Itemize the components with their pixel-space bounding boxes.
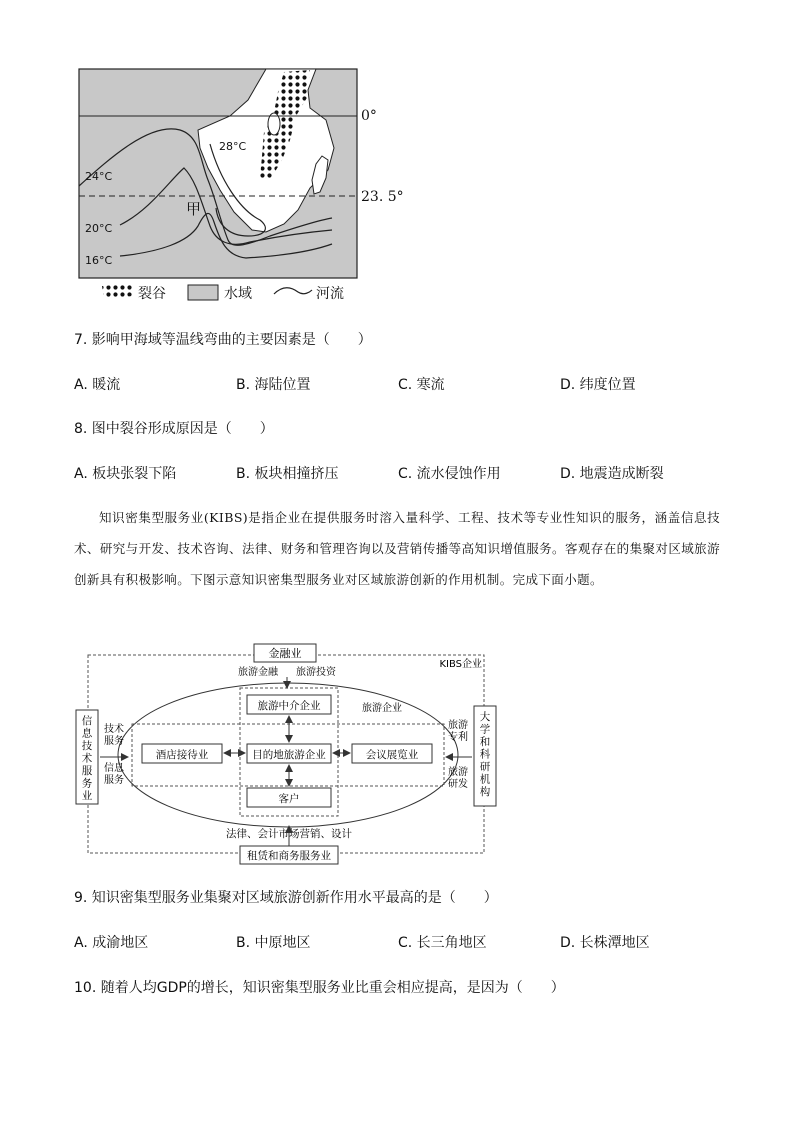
finance-label: 金融业 — [268, 647, 302, 660]
tech-service-2: 服务 — [104, 736, 124, 747]
tourism-firms-label: 旅游企业 — [362, 703, 402, 714]
leasing-label: 租赁和商务服务业 — [247, 850, 331, 862]
q9-option-b[interactable]: B. 中原地区 — [236, 935, 311, 951]
reading-passage: 知识密集型服务业(KIBS)是指企业在提供服务时溶入量科学、工程、技术等专业性知识的服务，涵盖信息技术、研究与开发、技术咨询、法律、财务和管理咨询以及营销传播等高知识增值服务。客观存在的集聚对区域旅游创新具有积极影响。下图示意知识密集型服务业对区域旅游创新的作用机制。完成下面小题。 — [74, 510, 720, 587]
university-chars — [480, 710, 491, 798]
q8-option-c[interactable]: C. 流水侵蚀作用 — [398, 466, 501, 482]
patent-1: 旅游 — [448, 720, 468, 731]
legend-water-label: 水域 — [224, 286, 252, 302]
info-service-2: 服务 — [104, 775, 124, 786]
q7-option-d[interactable]: D. 纬度位置 — [560, 377, 636, 393]
q8-option-d[interactable]: D. 地震造成断裂 — [560, 466, 664, 482]
it-services-chars — [82, 714, 93, 802]
q9-option-a[interactable]: A. 成渝地区 — [74, 935, 149, 951]
q8-option-a[interactable]: A. 板块张裂下陷 — [74, 466, 177, 482]
iso-label-24: 24°C — [85, 170, 113, 183]
patent-2: 专利 — [448, 732, 468, 743]
question-10-stem: 10. 随着人均GDP的增长，知识密集型服务业比重会相应提高，是因为（ ） — [74, 980, 565, 996]
convention-label: 会议展览业 — [365, 749, 419, 761]
destination-label: 目的地旅游企业 — [252, 749, 326, 761]
iso-label-20: 20°C — [85, 222, 113, 235]
kibs-mechanism-diagram — [70, 640, 500, 868]
tourism-invest-label: 旅游投资 — [296, 667, 336, 678]
q9-option-d[interactable]: D. 长株潭地区 — [560, 935, 650, 951]
customer-label: 客户 — [278, 793, 300, 805]
iso-label-28: 28°C — [219, 140, 247, 153]
q7-option-c[interactable]: C. 寒流 — [398, 377, 445, 393]
kibs-label: KIBS企业 — [439, 659, 482, 670]
africa-isotherm-map — [70, 60, 430, 310]
it-services-label: 信息技术服务业 — [81, 715, 93, 802]
lat-label-tropic: 23. 5° — [361, 189, 404, 205]
legend-river-icon — [274, 288, 312, 294]
legend-rift-label: 裂谷 — [138, 286, 166, 302]
q9-option-c[interactable]: C. 长三角地区 — [398, 935, 487, 951]
tech-service-1: 技术 — [104, 724, 124, 735]
rnd-1: 旅游 — [448, 767, 468, 778]
iso-label-16: 16°C — [85, 254, 113, 267]
lat-label-equator: 0° — [361, 108, 377, 124]
question-8-stem: 8. 图中裂谷形成原因是（ ） — [74, 421, 274, 437]
question-9-stem: 9. 知识密集型服务业集聚对区域旅游创新作用水平最高的是（ ） — [74, 890, 498, 906]
q8-option-b[interactable]: B. 板块相撞挤压 — [236, 466, 339, 482]
hotel-label: 酒店接待业 — [155, 749, 209, 761]
bottom-note: 法律、会计市场营销、设计 — [226, 828, 352, 840]
intermediary-label: 旅游中介企业 — [257, 700, 321, 712]
university-label: 大学和科研机构 — [479, 711, 491, 798]
question-7-stem: 7. 影响甲海域等温线弯曲的主要因素是（ ） — [74, 332, 372, 348]
q7-option-b[interactable]: B. 海陆位置 — [236, 377, 311, 393]
tourism-finance-label: 旅游金融 — [238, 667, 278, 678]
legend-water-icon — [188, 285, 218, 300]
legend-river-label: 河流 — [316, 286, 344, 302]
info-service-1: 信息 — [104, 763, 124, 774]
sea-label-jia: 甲 — [186, 200, 202, 218]
rnd-2: 研发 — [448, 779, 468, 790]
q7-option-a[interactable]: A. 暖流 — [74, 377, 121, 393]
legend-rift-icon — [102, 284, 134, 298]
